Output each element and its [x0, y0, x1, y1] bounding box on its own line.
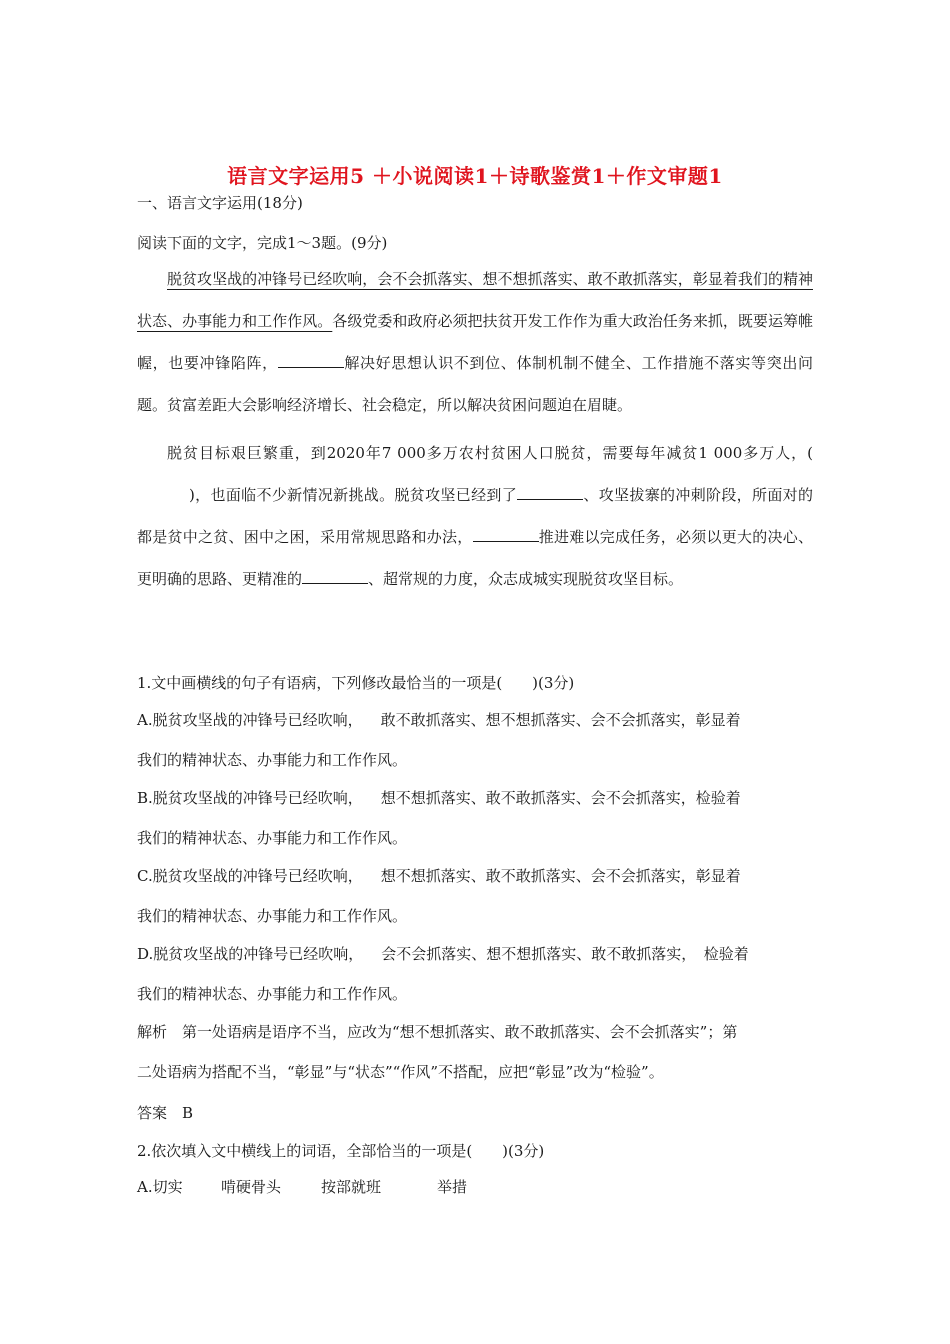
passage-paragraph-2: 脱贫目标艰巨繁重，到2020年7 000多万农村贫困人口脱贫，需要每年减贫1 000多万人，()，也面临不少新情况新挑战。脱贫攻坚已经到了 、攻坚拔寨的冲刺阶段，所面对的都是贫中之贫、困中之困，采用常规思路和办法， 推进难以完成任务，必须以更大的决心、更明确的思路、更精准的 、超常规的力度，众志成城实现脱贫攻坚目标。 [137, 444, 813, 588]
passage [137, 258, 813, 600]
instruction-text: 阅读下面的文字，完成1～3题。(9分) [137, 234, 388, 252]
question-2-stem: 2.依次填入文中横线上的词语，全部恰当的一项是( )(3分) [137, 1142, 545, 1160]
fill-blank [517, 487, 583, 500]
underlined-sentence: 脱贫攻坚战的冲锋号已经吹响，会不会抓落实、想不想抓落实、敢不敢抓落实，彰显着我们的精神状态、办事能力和工作作风。 [137, 270, 813, 330]
fill-blank [473, 529, 539, 542]
question-2-option-a: A.切实 啃硬骨头 按部就班 举措 [137, 1178, 468, 1196]
passage-paragraph-1: 脱贫攻坚战的冲锋号已经吹响，会不会抓落实、想不想抓落实、敢不敢抓落实，彰显着我们的精神状态、办事能力和工作作风。各级党委和政府必须把扶贫开发工作作为重大政治任务来抓，既要运筹帷幄，也要冲锋陷阵， 解决好思想认识不到位、体制机制不健全、工作措施不落实等突出问题。贫富差距大会影响经济增长、社会稳定，所以解决贫困问题迫在眉睫。 [137, 270, 813, 414]
option-c: C.脱贫攻坚战的冲锋号已经吹响， 想不想抓落实、敢不敢抓落实、会不会抓落实，彰显着 我们的精神状态、办事能力和工作作风。 [137, 867, 741, 925]
option-a: A.脱贫攻坚战的冲锋号已经吹响， 敢不敢抓落实、想不想抓落实、会不会抓落实，彰显着 我们的精神状态、办事能力和工作作风。 [137, 711, 741, 769]
question-1-stem: 1.文中画横线的句子有语病，下列修改最恰当的一项是( )(3分) [137, 674, 575, 692]
section-heading: 一、语言文字运用(18分) [137, 194, 303, 212]
answer: 答案 B [137, 1104, 194, 1122]
option-b: B.脱贫攻坚战的冲锋号已经吹响， 想不想抓落实、敢不敢抓落实、会不会抓落实，检验着 我们的精神状态、办事能力和工作作风。 [137, 789, 741, 847]
option-d: D.脱贫攻坚战的冲锋号已经吹响， 会不会抓落实、想不想抓落实、敢不敢抓落实， 检验着 我们的精神状态、办事能力和工作作风。 [137, 945, 749, 1003]
fill-blank [302, 571, 368, 584]
document-title: 语言文字运用5 ＋小说阅读1＋诗歌鉴赏1＋作文审题1 [227, 164, 723, 188]
fill-blank [278, 355, 344, 368]
analysis: 解析 第一处语病是语序不当，应改为“想不想抓落实、敢不敢抓落实、会不会抓落实”；第 二处语病为搭配不当，“彰显”与“状态”“作风”不搭配，应把“彰显”改为“检验”。 [137, 1023, 738, 1081]
